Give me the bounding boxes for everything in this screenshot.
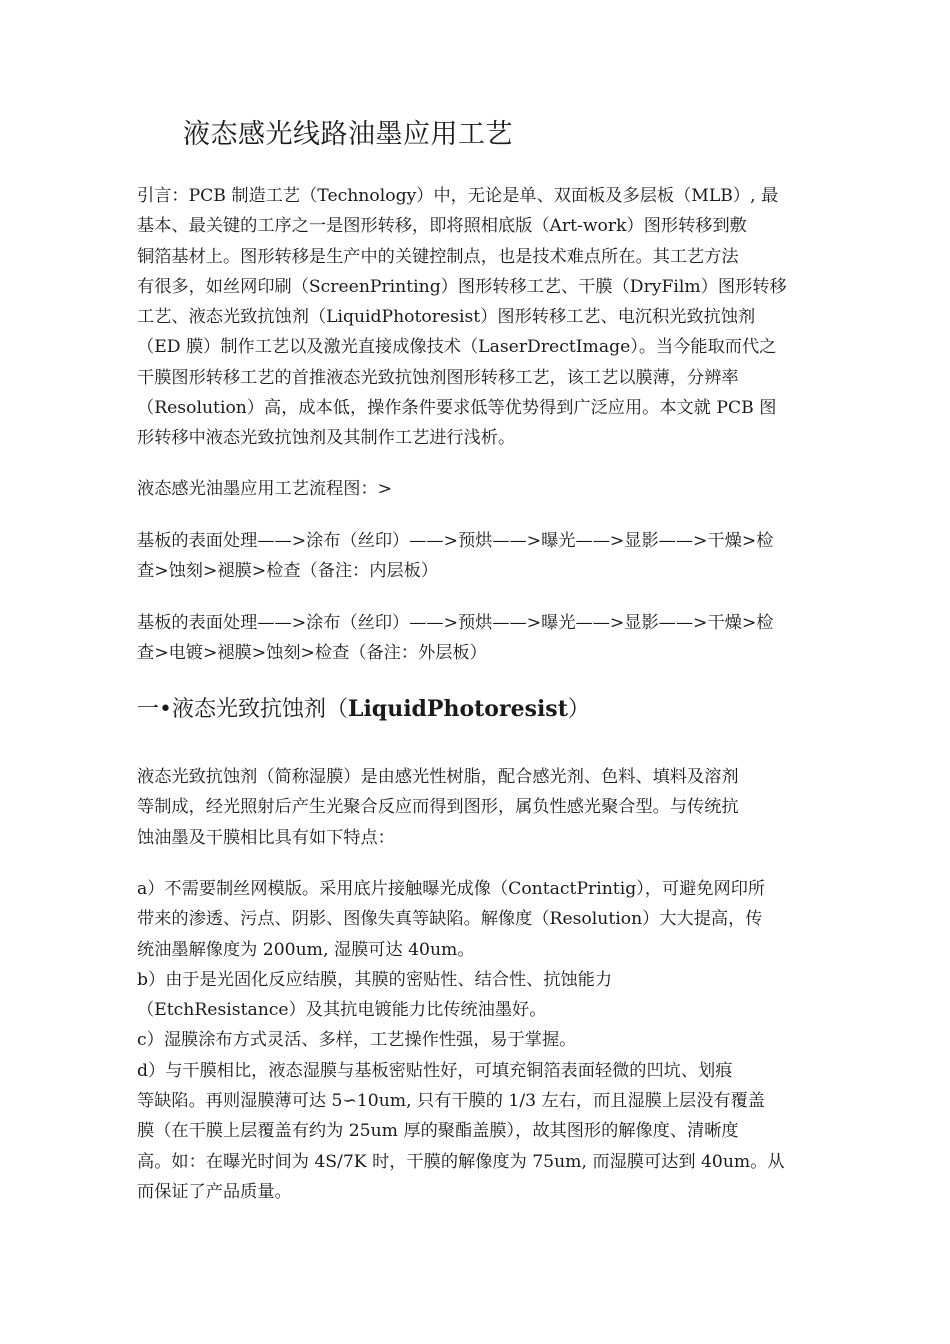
text-line: 液态感光油墨应用工艺流程图：> xyxy=(137,479,393,499)
features-list xyxy=(137,874,813,1207)
text-line: d）与干膜相比，液态湿膜与基板密贴性好，可填充铜箔表面轻微的凹坑、划痕 xyxy=(137,1060,733,1081)
section1-intro-paragraph xyxy=(137,762,813,853)
text-line: 有很多，如丝网印刷（ScreenPrinting）图形转移工艺、干膜（DryFilm）图形转移 xyxy=(137,276,787,297)
section-heading-suffix: ） xyxy=(567,697,590,722)
intro-paragraph xyxy=(137,181,813,454)
text-line: 基板的表面处理——>涂布（丝印）——>预烘——>曝光——>显影——>干燥>检 xyxy=(137,613,774,633)
text-line: 带来的渗透、污点、阴影、图像失真等缺陷。解像度（Resolution）大大提高，传 xyxy=(137,909,763,930)
flow-inner-layer xyxy=(137,526,813,587)
text-line: c）湿膜涂布方式灵活、多样，工艺操作性强，易于掌握。 xyxy=(137,1030,577,1051)
text-line: 等制成，经光照射后产生光聚合反应而得到图形，属负性感光聚合型。与传统抗 xyxy=(137,797,739,818)
flow-label xyxy=(137,474,813,504)
text-line: 膜（在干膜上层覆盖有约为 25um 厚的聚酯盖膜），故其图形的解像度、清晰度 xyxy=(137,1121,739,1142)
section-heading-1 xyxy=(137,692,590,723)
text-line: 干膜图形转移工艺的首推液态光致抗蚀剂图形转移工艺，该工艺以膜薄，分辨率 xyxy=(137,367,739,388)
text-line: （ED 膜）制作工艺以及激光直接成像技术（LaserDrectImage）。当今能取而代之 xyxy=(137,337,777,358)
text-line: 而保证了产品质量。 xyxy=(137,1181,292,1202)
text-line: 查>电镀>褪膜>蚀刻>检查（备注：外层板） xyxy=(137,643,487,664)
section-heading-prefix: 一•液态光致抗蚀剂（ xyxy=(137,697,348,722)
document-title: 液态感光线路油墨应用工艺 xyxy=(183,119,513,150)
text-line: 查>蚀刻>褪膜>检查（备注：内层板） xyxy=(137,561,439,582)
text-line: 引言：PCB 制造工艺（Technology）中，无论是单、双面板及多层板（MLB）, 最 xyxy=(137,186,779,206)
text-line: 基板的表面处理——>涂布（丝印）——>预烘——>曝光——>显影——>干燥>检 xyxy=(137,531,774,551)
text-line: 蚀油墨及干膜相比具有如下特点： xyxy=(137,827,395,848)
text-line: b）由于是光固化反应结膜，其膜的密贴性、结合性、抗蚀能力 xyxy=(137,969,613,990)
section-heading-term: LiquidPhotoresist xyxy=(347,696,568,722)
text-line: 液态光致抗蚀剂（简称湿膜）是由感光性树脂，配合感光剂、色料、填料及溶剂 xyxy=(137,767,739,787)
flow-outer-layer xyxy=(137,608,813,669)
text-line: 统油墨解像度为 200um, 湿膜可达 40um。 xyxy=(137,939,475,960)
text-line: 工艺、液态光致抗蚀剂（LiquidPhotoresist）图形转移工艺、电沉积光致抗蚀剂 xyxy=(137,307,756,328)
text-line: 基本、最关键的工序之一是图形转移，即将照相底版（Art-work）图形转移到敷 xyxy=(137,216,747,237)
text-line: 形转移中液态光致抗蚀剂及其制作工艺进行浅析。 xyxy=(137,428,516,449)
text-line: 铜箔基材上。图形转移是生产中的关键控制点，也是技术难点所在。其工艺方法 xyxy=(137,246,739,267)
text-line: a）不需要制丝网模版。采用底片接触曝光成像（ContactPrintig），可避免网印所 xyxy=(137,879,766,899)
text-line: 等缺陷。再则湿膜薄可达 5∽10um, 只有干膜的 1/3 左右，而且湿膜上层没有覆盖 xyxy=(137,1091,765,1112)
text-line: 高。如：在曝光时间为 4S/7K 时，干膜的解像度为 75um, 而湿膜可达到 40um。从 xyxy=(137,1151,785,1172)
text-line: （Resolution）高，成本低，操作条件要求低等优势得到广泛应用。本文就 PCB 图 xyxy=(137,398,777,419)
text-line: （EtchResistance）及其抗电镀能力比传统油墨好。 xyxy=(137,1000,547,1021)
